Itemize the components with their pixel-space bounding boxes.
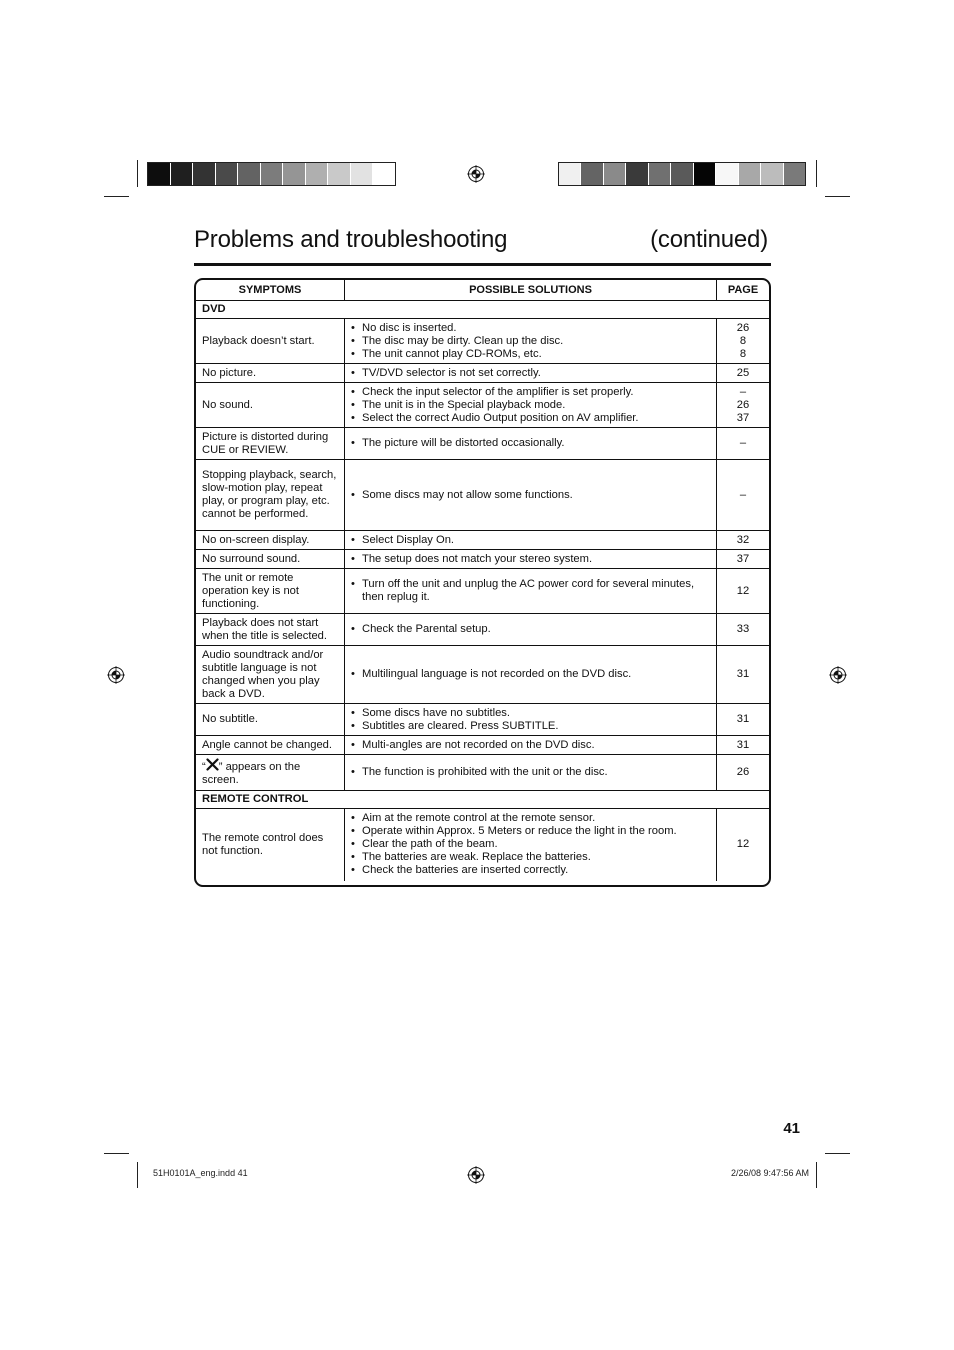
table-row (196, 736, 769, 755)
color-swatch (559, 163, 581, 185)
solution-list (351, 553, 710, 566)
color-swatch (193, 163, 216, 185)
table-row (196, 550, 769, 569)
header-page: PAGE (717, 280, 770, 301)
page-cell (717, 569, 770, 614)
symptom-cell (196, 755, 345, 791)
page-ref: 37 (736, 411, 750, 424)
solution-list (351, 489, 710, 502)
color-swatch (626, 163, 648, 185)
symptom-text: Playback doesn’t start. (202, 334, 315, 347)
symptom-cell (196, 364, 345, 383)
symptom-text: No on-screen display. (202, 533, 310, 546)
solution-list (351, 534, 710, 547)
page-ref: 37 (736, 552, 750, 565)
solution-cell (345, 755, 717, 791)
symptom-text: No subtitle. (202, 713, 258, 725)
color-calibration-bar-left (147, 162, 396, 186)
symptom-text: No surround sound. (202, 552, 301, 565)
page-ref: 12 (736, 838, 750, 851)
symptom-cell (196, 550, 345, 569)
solution-list (351, 812, 710, 877)
page-cell (717, 364, 770, 383)
section-label: DVD (196, 301, 769, 319)
solution-cell (345, 319, 717, 364)
table-row (196, 809, 769, 881)
solution-item: • The disc may be dirty. Clean up the disc. (351, 335, 710, 348)
troubleshooting-table (194, 278, 771, 887)
solution-item: • The unit is in the Special playback mode. (351, 399, 710, 412)
solution-item: • Select Display On. (351, 534, 710, 547)
color-swatch (261, 163, 284, 185)
color-calibration-bar-right (558, 162, 806, 186)
solution-cell (345, 809, 717, 881)
symptom-cell (196, 736, 345, 755)
registration-mark-icon (467, 165, 485, 183)
color-swatch (784, 163, 805, 185)
crop-mark (825, 196, 850, 197)
page-ref: 26 (736, 766, 750, 778)
color-swatch (148, 163, 171, 185)
solution-list (351, 386, 710, 425)
color-swatch (604, 163, 626, 185)
title-rule (194, 263, 771, 266)
color-swatch (649, 163, 671, 185)
solution-item: • Clear the path of the beam. (351, 838, 710, 851)
table-header-row (196, 280, 769, 301)
color-swatch (581, 163, 603, 185)
table-row (196, 364, 769, 383)
solution-cell (345, 736, 717, 755)
color-swatch (373, 163, 395, 185)
footer-timestamp: 2/26/08 9:47:56 AM (730, 1168, 809, 1178)
color-swatch (716, 163, 738, 185)
solution-item: • No disc is inserted. (351, 322, 710, 335)
page-ref: 26 (736, 398, 750, 411)
crop-mark (825, 1153, 850, 1154)
registration-mark-icon (107, 666, 125, 684)
solution-cell (345, 531, 717, 550)
page-ref: – (739, 488, 747, 501)
page-cell (717, 809, 770, 881)
symptom-text: Audio soundtrack and/or subtitle language is not changed when you play back a DVD. (202, 648, 324, 700)
solution-item: • Multilingual language is not recorded on the DVD disc. (351, 668, 710, 681)
page-number: 41 (783, 1120, 800, 1137)
page-cell (717, 319, 770, 364)
solution-item: • Select the correct Audio Output position on AV amplifier. (351, 412, 710, 425)
solution-item: • Operate within Approx. 5 Meters or reduce the light in the room. (351, 825, 710, 838)
solution-list (351, 668, 710, 681)
symptom-text: The unit or remote operation key is not functioning. (202, 571, 300, 610)
symptom-text: No sound. (202, 398, 253, 411)
symptom-cell (196, 319, 345, 364)
solution-item: • The batteries are weak. Replace the batteries. (351, 851, 710, 864)
color-swatch (306, 163, 329, 185)
solution-cell (345, 550, 717, 569)
symptom-cell (196, 704, 345, 736)
table-row (196, 704, 769, 736)
table-row (196, 319, 769, 364)
title-continued: (continued) (650, 226, 768, 253)
page-cell (717, 704, 770, 736)
page-ref: 26 (736, 321, 750, 334)
page-ref: 31 (736, 738, 750, 751)
solution-item: • Some discs have no subtitles. (351, 707, 710, 720)
crop-mark (137, 1162, 138, 1188)
solution-list (351, 623, 710, 636)
registration-mark-icon (467, 1166, 485, 1184)
solution-item: • Aim at the remote control at the remote sensor. (351, 812, 710, 825)
symptom-cell (196, 460, 345, 531)
page-ref: 32 (736, 533, 750, 546)
symptom-text: Angle cannot be changed. (202, 738, 333, 751)
solution-list (351, 322, 710, 361)
solution-item: • TV/DVD selector is not set correctly. (351, 367, 710, 380)
solution-cell (345, 460, 717, 531)
prohibited-x-icon (206, 761, 219, 773)
page-ref: 12 (736, 584, 750, 597)
page-ref: 33 (736, 623, 750, 635)
solution-item: • Turn off the unit and unplug the AC power cord for several minutes, then replug it. (351, 578, 710, 604)
solution-item: • Check the Parental setup. (351, 623, 710, 636)
color-swatch (671, 163, 693, 185)
symptom-cell (196, 809, 345, 881)
page-ref: 8 (739, 347, 747, 360)
solution-list (351, 766, 710, 779)
section-label: REMOTE CONTROL (196, 791, 769, 809)
symptom-text: Stopping playback, search, slow-motion play, repeat play, or program play, etc. cannot be performed. (202, 469, 337, 520)
symptom-text: Playback does not start when the title is selected. (202, 616, 327, 642)
quote-open: “ (202, 761, 206, 773)
page-cell (717, 531, 770, 550)
table-row (196, 755, 769, 791)
color-swatch (238, 163, 261, 185)
solution-cell (345, 383, 717, 428)
page-cell (717, 614, 770, 646)
title-text: Problems and troubleshooting (194, 226, 508, 253)
symptom-cell (196, 569, 345, 614)
solution-cell (345, 614, 717, 646)
symptom-cell (196, 383, 345, 428)
color-swatch (328, 163, 351, 185)
solution-item: • The picture will be distorted occasionally. (351, 437, 710, 450)
header-symptoms: SYMPTOMS (196, 280, 345, 301)
page-ref: 25 (736, 366, 750, 379)
solution-item: • Some discs may not allow some functions. (351, 489, 710, 502)
page-ref: 31 (736, 713, 750, 725)
table-row (196, 428, 769, 460)
page-ref: 31 (736, 668, 750, 680)
symptom-text: The remote control does not function. (202, 831, 324, 857)
solution-cell (345, 364, 717, 383)
solution-cell (345, 428, 717, 460)
crop-mark (816, 1162, 817, 1188)
solution-item: • The unit cannot play CD-ROMs, etc. (351, 348, 710, 361)
symptom-cell (196, 646, 345, 704)
solution-item: • Multi-angles are not recorded on the DVD disc. (351, 739, 710, 752)
page-cell (717, 646, 770, 704)
table-body (196, 301, 769, 881)
table-row (196, 646, 769, 704)
color-swatch (283, 163, 306, 185)
color-swatch (171, 163, 194, 185)
solution-cell (345, 704, 717, 736)
table-row (196, 383, 769, 428)
page-cell (717, 736, 770, 755)
crop-mark (137, 160, 138, 187)
solution-item: • The function is prohibited with the unit or the disc. (351, 766, 710, 779)
table-row (196, 460, 769, 531)
solution-list (351, 437, 710, 450)
symptom-cell (196, 428, 345, 460)
solution-list (351, 739, 710, 752)
solution-cell (345, 569, 717, 614)
symptom-cell (196, 531, 345, 550)
solution-list (351, 367, 710, 380)
page-cell (717, 755, 770, 791)
symptom-text: Picture is distorted during CUE or REVIEW. (202, 430, 329, 456)
registration-mark-icon (829, 666, 847, 684)
solution-list (351, 578, 710, 604)
page-ref: 8 (739, 334, 747, 347)
color-swatch (739, 163, 761, 185)
section-row (196, 301, 769, 319)
table-row (196, 569, 769, 614)
page-cell (717, 383, 770, 428)
table-row (196, 531, 769, 550)
color-swatch (216, 163, 239, 185)
solution-item: • Subtitles are cleared. Press SUBTITLE. (351, 720, 710, 733)
crop-mark (104, 196, 129, 197)
crop-mark (104, 1153, 129, 1154)
page-cell (717, 550, 770, 569)
solution-item: • Check the batteries are inserted correctly. (351, 864, 710, 877)
page-title (194, 226, 770, 254)
page-ref: – (739, 437, 747, 449)
header-solutions: POSSIBLE SOLUTIONS (345, 280, 717, 301)
symptom-text: No picture. (202, 366, 257, 379)
color-swatch (694, 163, 716, 185)
solution-item: • The setup does not match your stereo system. (351, 553, 710, 566)
crop-mark (816, 160, 817, 187)
footer-file: 51H0101A_eng.indd 41 (153, 1168, 248, 1178)
solution-list (351, 707, 710, 733)
page-cell (717, 460, 770, 531)
section-row (196, 791, 769, 809)
solution-item: • Check the input selector of the amplifier is set properly. (351, 386, 710, 399)
page-cell (717, 428, 770, 460)
color-swatch (351, 163, 374, 185)
color-swatch (761, 163, 783, 185)
solution-cell (345, 646, 717, 704)
table-row (196, 614, 769, 646)
symptom-text: ” appears on the screen. (202, 761, 301, 786)
page-ref: – (739, 385, 747, 398)
symptom-cell (196, 614, 345, 646)
